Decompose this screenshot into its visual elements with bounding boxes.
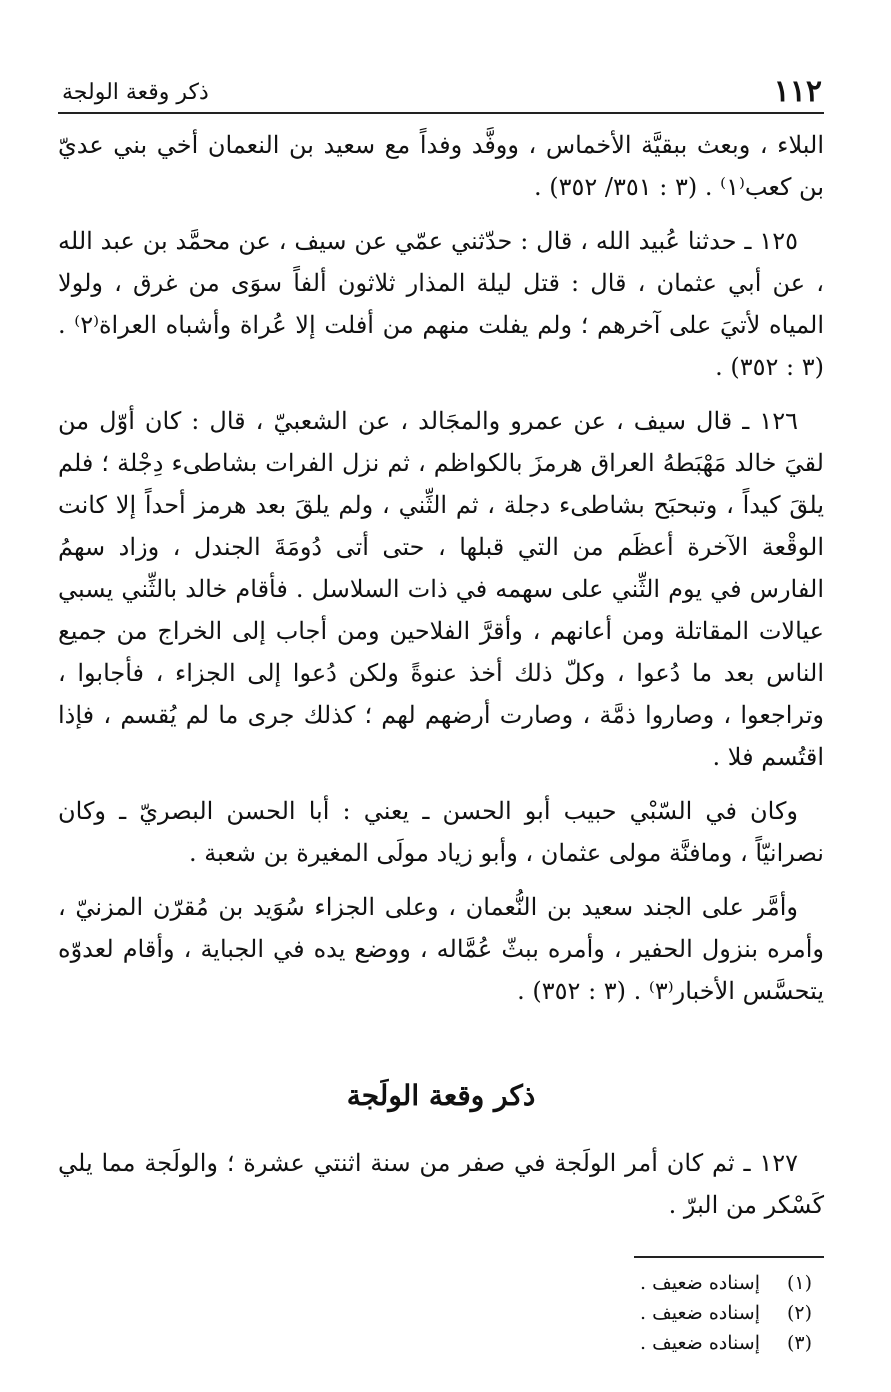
footnote-1 [58,1268,812,1298]
book-page [58,72,824,1372]
footnote-number: (٣) [786,1332,812,1354]
page-number: ١١٢ [773,74,822,109]
section-heading: ذكر وقعة الولَجة [346,1079,536,1112]
footnote-divider [634,1256,824,1258]
paragraph-continuation: البلاء ، وبعث ببقيَّة الأخماس ، ووفَّد وفداً مع سعيد بن النعمان أخي بني عديّ بن كعب⁽١⁾ . (٣ : ٣٥١/ ٣٥٢) . [58,131,824,201]
footnote-text: إسناده ضعيف . [640,1302,760,1324]
footnotes [58,1268,812,1358]
footnote-3 [58,1328,812,1358]
footnote-text: إسناده ضعيف . [640,1272,760,1294]
paragraph-126: ١٢٦ ـ قال سيف ، عن عمرو والمجَالد ، عن الشعبيّ ، قال : كان أوّل من لقيَ خالد مَهْبَطهُ العراق هرمزَ بالكواظم ، ثم نزل الفرات بشاطىء دِجْلة ؛ فلم يلقَ كيداً ، وتبحبَح بشاطىء دجلة ، ثم الثِّني ، ولم يلقَ بعد هرمز أحداً إلا كانت الوقْعة الآخرة أعظَم من التي قبلها ، حتى أتى دُومَةَ الجندل ، وزاد سهمُ الفارس في يوم الثِّني على سهمه في ذات السلاسل . فأقام خالد بالثِّني يسبي عيالات المقاتلة ومن أعانهم ، وأقرَّ الفلاحين ومن أجاب إلى الخراج من جميع الناس بعد ما دُعوا ، وكلّ ذلك أخذ عنوةً ولكن دُعوا إلى الجزاء ، فأجابوا ، وتراجعوا ، وصاروا ذمَّة ، وصارت أرضهم لهم ؛ كذلك جرى ما لم يُقسم ، فإذا اقتُسم فلا . [58,407,824,771]
footnote-2 [58,1298,812,1328]
footnote-number: (١) [786,1272,812,1294]
footnote-text: إسناده ضعيف . [640,1332,760,1354]
running-header [58,72,824,114]
paragraph-captives: وكان في السّبْي حبيب أبو الحسن ـ يعني : أبا الحسن البصريّ ـ وكان نصرانيّاً ، ومافنَّة مولى عثمان ، وأبو زياد مولَى المغيرة بن شعبة . [58,797,824,867]
footnote-number: (٢) [786,1302,812,1324]
paragraph-125: ١٢٥ ـ حدثنا عُبيد الله ، قال : حدّثني عمّي عن سيف ، عن محمَّد بن عبد الله ، عن أبي عثمان ، قال : قتل ليلة المذار ثلاثون ألفاً سوَى من غرق ، ولولا المياه لأتيَ على آخرهم ؛ ولم يفلت منهم من أفلت إلا عُراة وأشباه العراة⁽٢⁾ . (٣ : ٣٥٢) . [58,227,824,381]
body-text [58,124,824,1226]
running-title: ذكر وقعة الولجة [62,80,209,105]
paragraph-appointments: وأمَّر على الجند سعيد بن النُّعمان ، وعلى الجزاء سُوَيد بن مُقرّن المزنيّ ، وأمره بنزول الحفير ، وأمره ببثّ عُمَّاله ، ووضع يده في الجباية ، وأقام لعدوّه يتحسَّس الأخبار⁽٣⁾ . (٣ : ٣٥٢) . [58,893,825,1005]
paragraph-127: ١٢٧ ـ ثم كان أمر الولَجة في صفر من سنة اثنتي عشرة ؛ والولَجة مما يلي كَسْكر من البرّ . [58,1149,824,1219]
